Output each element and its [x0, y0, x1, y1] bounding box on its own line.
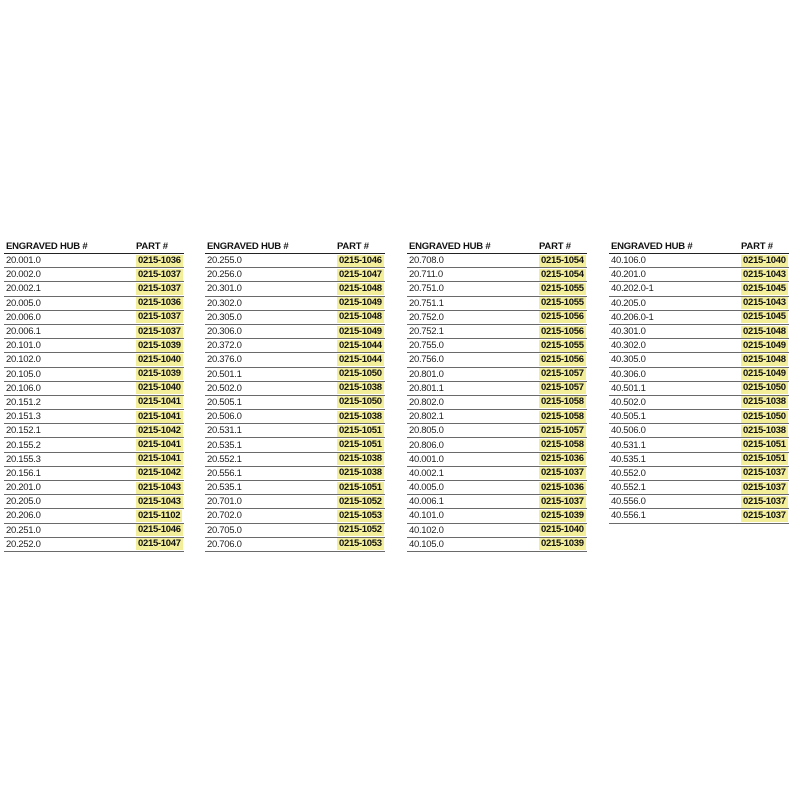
part-number: 0215-1049 [743, 368, 786, 380]
engraved-hub-number: 20.702.0 [207, 510, 242, 522]
table-row [407, 524, 587, 538]
part-number: 0215-1047 [138, 538, 181, 550]
engraved-hub-column-header: ENGRAVED HUB # [409, 241, 491, 252]
part-number: 0215-1038 [339, 453, 382, 465]
engraved-hub-column-header: ENGRAVED HUB # [207, 241, 289, 252]
engraved-hub-number: 20.502.0 [207, 382, 242, 394]
part-number: 0215-1037 [138, 268, 181, 280]
table-row [609, 268, 789, 282]
engraved-hub-number: 20.376.0 [207, 354, 242, 366]
engraved-hub-number: 40.005.0 [409, 482, 444, 494]
engraved-hub-number: 20.751.0 [409, 283, 444, 295]
table-row [407, 282, 587, 296]
table-header [205, 236, 385, 254]
table-row [407, 311, 587, 325]
part-number: 0215-1051 [339, 439, 382, 451]
engraved-hub-column-header: ENGRAVED HUB # [611, 241, 693, 252]
table-row [205, 254, 385, 268]
table-row [205, 410, 385, 424]
table-row [4, 339, 184, 353]
table-row [407, 424, 587, 438]
part-number: 0215-1039 [138, 339, 181, 351]
table-row [609, 325, 789, 339]
engraved-hub-number: 40.205.0 [611, 297, 646, 309]
engraved-hub-number: 40.102.0 [409, 524, 444, 536]
table-row [407, 467, 587, 481]
part-number: 0215-1036 [541, 453, 584, 465]
table-row [407, 268, 587, 282]
part-number: 0215-1038 [339, 467, 382, 479]
table-row [609, 509, 789, 523]
engraved-hub-number: 20.155.3 [6, 453, 41, 465]
part-column-header: PART # [337, 241, 369, 252]
part-number: 0215-1038 [743, 424, 786, 436]
part-number: 0215-1036 [138, 254, 181, 266]
part-number: 0215-1050 [743, 382, 786, 394]
part-number: 0215-1041 [138, 439, 181, 451]
table-row [609, 382, 789, 396]
table-row [407, 495, 587, 509]
part-number: 0215-1037 [743, 509, 786, 521]
engraved-hub-number: 20.706.0 [207, 538, 242, 550]
part-number: 0215-1055 [541, 297, 584, 309]
engraved-hub-number: 20.306.0 [207, 326, 242, 338]
engraved-hub-number: 40.531.1 [611, 439, 646, 451]
engraved-hub-number: 20.752.0 [409, 311, 444, 323]
table-row [4, 438, 184, 452]
part-number: 0215-1052 [339, 495, 382, 507]
engraved-hub-number: 20.155.2 [6, 439, 41, 451]
engraved-hub-number: 40.302.0 [611, 340, 646, 352]
engraved-hub-number: 20.705.0 [207, 524, 242, 536]
part-number: 0215-1049 [339, 297, 382, 309]
table-row [4, 311, 184, 325]
engraved-hub-number: 20.802.1 [409, 411, 444, 423]
part-number: 0215-1037 [138, 311, 181, 323]
part-number: 0215-1043 [138, 481, 181, 493]
part-number: 0215-1039 [138, 368, 181, 380]
table-row [609, 311, 789, 325]
part-number: 0215-1046 [138, 524, 181, 536]
table-row [205, 396, 385, 410]
part-number: 0215-1037 [743, 495, 786, 507]
table-row [407, 325, 587, 339]
part-number: 0215-1057 [541, 382, 584, 394]
part-number: 0215-1051 [339, 424, 382, 436]
part-number: 0215-1041 [138, 410, 181, 422]
engraved-hub-number: 20.708.0 [409, 255, 444, 267]
part-number: 0215-1046 [339, 254, 382, 266]
part-number: 0215-1037 [743, 481, 786, 493]
part-number: 0215-1037 [743, 467, 786, 479]
part-number: 0215-1036 [541, 481, 584, 493]
table-row [4, 353, 184, 367]
table-row [609, 481, 789, 495]
engraved-hub-number: 20.206.0 [6, 510, 41, 522]
part-number: 0215-1048 [339, 282, 382, 294]
part-number: 0215-1053 [339, 538, 382, 550]
table-row [407, 368, 587, 382]
table-row [609, 353, 789, 367]
engraved-hub-number: 20.151.2 [6, 396, 41, 408]
table-row [609, 396, 789, 410]
part-number: 0215-1038 [743, 396, 786, 408]
part-number: 0215-1043 [743, 297, 786, 309]
engraved-hub-number: 20.535.1 [207, 439, 242, 451]
engraved-hub-number: 40.556.1 [611, 510, 646, 522]
engraved-hub-number: 40.556.0 [611, 496, 646, 508]
engraved-hub-number: 20.751.1 [409, 297, 444, 309]
table-row [205, 382, 385, 396]
table-row [4, 524, 184, 538]
part-column-header: PART # [539, 241, 571, 252]
engraved-hub-number: 40.001.0 [409, 453, 444, 465]
part-number: 0215-1045 [743, 282, 786, 294]
part-number: 0215-1055 [541, 282, 584, 294]
part-number: 0215-1050 [339, 368, 382, 380]
part-number: 0215-1040 [743, 254, 786, 266]
table-row [407, 509, 587, 523]
engraved-hub-number: 20.256.0 [207, 269, 242, 281]
engraved-hub-number: 20.006.0 [6, 311, 41, 323]
engraved-hub-number: 40.006.1 [409, 496, 444, 508]
table-row [407, 339, 587, 353]
engraved-hub-number: 40.202.0-1 [611, 283, 654, 295]
engraved-hub-number: 20.201.0 [6, 482, 41, 494]
engraved-hub-number: 20.801.1 [409, 382, 444, 394]
engraved-hub-number: 20.701.0 [207, 496, 242, 508]
table-row [205, 353, 385, 367]
part-number: 0215-1040 [541, 524, 584, 536]
part-number: 0215-1055 [541, 339, 584, 351]
part-column-header: PART # [741, 241, 773, 252]
engraved-hub-number: 20.006.1 [6, 326, 41, 338]
table-row [609, 453, 789, 467]
engraved-hub-number: 40.002.1 [409, 467, 444, 479]
table-row [205, 524, 385, 538]
engraved-hub-number: 20.255.0 [207, 255, 242, 267]
table-header [407, 236, 587, 254]
engraved-hub-number: 20.105.0 [6, 368, 41, 380]
engraved-hub-number: 40.305.0 [611, 354, 646, 366]
table-row [205, 424, 385, 438]
table-row [4, 453, 184, 467]
engraved-hub-number: 20.552.1 [207, 453, 242, 465]
table-row [205, 282, 385, 296]
part-number: 0215-1049 [339, 325, 382, 337]
table-row [205, 453, 385, 467]
table-row [205, 495, 385, 509]
part-number: 0215-1040 [138, 353, 181, 365]
part-number: 0215-1042 [138, 424, 181, 436]
engraved-hub-number: 20.301.0 [207, 283, 242, 295]
engraved-hub-number: 20.001.0 [6, 255, 41, 267]
engraved-hub-number: 40.306.0 [611, 368, 646, 380]
part-number: 0215-1054 [541, 268, 584, 280]
table-row [609, 424, 789, 438]
engraved-hub-number: 20.305.0 [207, 311, 242, 323]
engraved-hub-number: 40.535.1 [611, 453, 646, 465]
table-row [205, 467, 385, 481]
table-row [4, 297, 184, 311]
part-number: 0215-1042 [138, 467, 181, 479]
table-row [407, 438, 587, 452]
part-number: 0215-1058 [541, 396, 584, 408]
engraved-hub-number: 20.252.0 [6, 538, 41, 550]
engraved-hub-number: 20.801.0 [409, 368, 444, 380]
table-row [4, 509, 184, 523]
table-row [609, 339, 789, 353]
table-row [205, 339, 385, 353]
table-header [4, 236, 184, 254]
part-number: 0215-1051 [743, 453, 786, 465]
table-row [609, 495, 789, 509]
engraved-hub-number: 20.531.1 [207, 425, 242, 437]
part-number: 0215-1037 [541, 467, 584, 479]
part-number: 0215-1048 [339, 311, 382, 323]
engraved-hub-number: 40.101.0 [409, 510, 444, 522]
engraved-hub-number: 40.552.1 [611, 482, 646, 494]
table-row [407, 297, 587, 311]
table-row [4, 538, 184, 552]
part-number: 0215-1037 [138, 325, 181, 337]
part-number: 0215-1102 [138, 509, 181, 521]
part-number: 0215-1047 [339, 268, 382, 280]
table-row [4, 424, 184, 438]
table-row [4, 368, 184, 382]
part-column-header: PART # [136, 241, 168, 252]
engraved-hub-number: 40.552.0 [611, 467, 646, 479]
engraved-hub-number: 40.201.0 [611, 269, 646, 281]
part-number: 0215-1041 [138, 453, 181, 465]
table-row [205, 538, 385, 552]
part-number: 0215-1052 [339, 524, 382, 536]
table-row [4, 254, 184, 268]
table-row [407, 396, 587, 410]
table-row [205, 481, 385, 495]
engraved-hub-number: 20.302.0 [207, 297, 242, 309]
part-number: 0215-1050 [743, 410, 786, 422]
part-number: 0215-1039 [541, 509, 584, 521]
engraved-hub-number: 40.105.0 [409, 538, 444, 550]
engraved-hub-number: 20.151.3 [6, 411, 41, 423]
table-row [407, 453, 587, 467]
table-header [609, 236, 789, 254]
part-table-3 [407, 236, 587, 552]
part-number: 0215-1043 [743, 268, 786, 280]
table-row [205, 311, 385, 325]
part-number: 0215-1056 [541, 353, 584, 365]
table-row [407, 382, 587, 396]
table-row [4, 396, 184, 410]
part-number: 0215-1044 [339, 353, 382, 365]
engraved-hub-number: 40.502.0 [611, 396, 646, 408]
part-number: 0215-1036 [138, 297, 181, 309]
table-row [407, 410, 587, 424]
engraved-hub-number: 40.505.1 [611, 411, 646, 423]
engraved-hub-number: 20.802.0 [409, 396, 444, 408]
table-row [4, 495, 184, 509]
table-row [205, 268, 385, 282]
engraved-hub-number: 20.156.1 [6, 467, 41, 479]
part-number: 0215-1048 [743, 353, 786, 365]
engraved-hub-number: 20.005.0 [6, 297, 41, 309]
part-table-2 [205, 236, 385, 552]
part-table-4 [609, 236, 789, 524]
part-number: 0215-1056 [541, 311, 584, 323]
part-number: 0215-1054 [541, 254, 584, 266]
table-row [4, 481, 184, 495]
part-number: 0215-1039 [541, 538, 584, 550]
table-row [205, 325, 385, 339]
table-row [609, 297, 789, 311]
engraved-hub-number: 20.106.0 [6, 382, 41, 394]
engraved-hub-number: 20.205.0 [6, 496, 41, 508]
part-number: 0215-1040 [138, 382, 181, 394]
part-number: 0215-1058 [541, 410, 584, 422]
engraved-hub-number: 40.106.0 [611, 255, 646, 267]
part-number: 0215-1049 [743, 339, 786, 351]
engraved-hub-number: 20.755.0 [409, 340, 444, 352]
part-number: 0215-1051 [339, 481, 382, 493]
engraved-hub-number: 20.711.0 [409, 269, 443, 281]
part-number: 0215-1038 [339, 410, 382, 422]
engraved-hub-number: 20.102.0 [6, 354, 41, 366]
engraved-hub-number: 20.152.1 [6, 425, 41, 437]
table-row [609, 282, 789, 296]
table-row [4, 325, 184, 339]
table-row [609, 368, 789, 382]
part-number: 0215-1043 [138, 495, 181, 507]
table-row [205, 297, 385, 311]
engraved-hub-number: 20.805.0 [409, 425, 444, 437]
part-number: 0215-1037 [541, 495, 584, 507]
table-row [407, 254, 587, 268]
engraved-hub-number: 20.535.1 [207, 482, 242, 494]
part-number: 0215-1053 [339, 509, 382, 521]
table-row [609, 410, 789, 424]
table-row [4, 282, 184, 296]
engraved-hub-number: 20.002.1 [6, 283, 41, 295]
table-row [407, 353, 587, 367]
part-number: 0215-1041 [138, 396, 181, 408]
engraved-hub-number: 20.806.0 [409, 439, 444, 451]
engraved-hub-number: 20.506.0 [207, 411, 242, 423]
table-row [609, 467, 789, 481]
engraved-hub-number: 40.501.1 [611, 382, 646, 394]
engraved-hub-number: 20.505.1 [207, 396, 242, 408]
table-row [205, 509, 385, 523]
engraved-hub-number: 20.251.0 [6, 524, 41, 536]
table-row [4, 382, 184, 396]
part-number: 0215-1057 [541, 368, 584, 380]
engraved-hub-number: 40.301.0 [611, 326, 646, 338]
engraved-hub-number: 20.501.1 [207, 368, 242, 380]
engraved-hub-number: 20.752.1 [409, 326, 444, 338]
part-number: 0215-1056 [541, 325, 584, 337]
engraved-hub-number: 20.101.0 [6, 340, 41, 352]
table-row [407, 481, 587, 495]
part-number: 0215-1058 [541, 439, 584, 451]
part-number: 0215-1057 [541, 424, 584, 436]
part-number: 0215-1050 [339, 396, 382, 408]
engraved-hub-number: 40.206.0-1 [611, 311, 654, 323]
table-row [609, 254, 789, 268]
table-row [407, 538, 587, 552]
engraved-hub-number: 20.002.0 [6, 269, 41, 281]
table-row [205, 438, 385, 452]
table-row [609, 438, 789, 452]
part-table-1 [4, 236, 184, 552]
table-row [205, 368, 385, 382]
table-row [4, 410, 184, 424]
part-number: 0215-1044 [339, 339, 382, 351]
part-number: 0215-1048 [743, 325, 786, 337]
part-number: 0215-1045 [743, 311, 786, 323]
table-row [4, 268, 184, 282]
part-number: 0215-1051 [743, 439, 786, 451]
engraved-hub-number: 20.756.0 [409, 354, 444, 366]
engraved-hub-column-header: ENGRAVED HUB # [6, 241, 88, 252]
engraved-hub-number: 20.556.1 [207, 467, 242, 479]
engraved-hub-number: 20.372.0 [207, 340, 242, 352]
table-row [4, 467, 184, 481]
engraved-hub-number: 40.506.0 [611, 425, 646, 437]
part-number: 0215-1038 [339, 382, 382, 394]
part-number: 0215-1037 [138, 282, 181, 294]
